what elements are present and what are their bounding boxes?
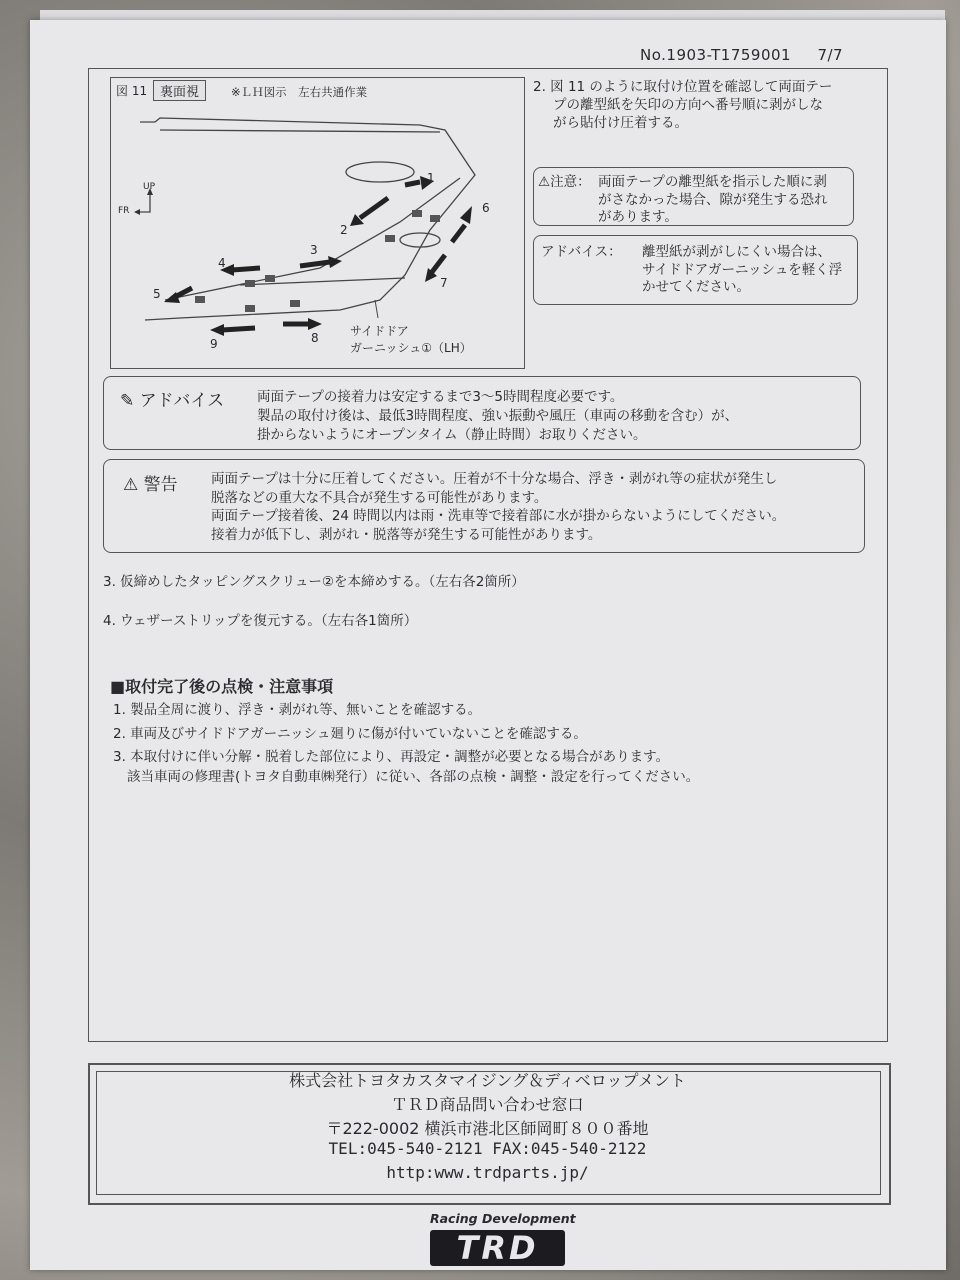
figure-note: ※ＬＨ図示 左右共通作業 [231, 85, 368, 99]
document-number: No.1903-T1759001 7/7 [640, 46, 844, 64]
website-url: http:www.trdparts.jp/ [386, 1163, 589, 1182]
part-label-line2: ガーニッシュ①（LH） [350, 341, 472, 355]
fr-label: FR [118, 206, 130, 216]
caution-text: 両面テープの離型紙を指示した順に剥 がさなかった場合、隙が発生する恐れ があります。 [598, 174, 828, 225]
inquiry-desk: ＴＲＤ商品問い合わせ窓口 [391, 1095, 584, 1114]
arrow-number-9: 9 [210, 337, 218, 351]
figure-view-tag: 裏面視 [153, 80, 206, 101]
company-address: 〒222-0002 横浜市港北区師岡町８００番地 [326, 1119, 649, 1138]
step-3-text: 3. 仮締めしたタッピングスクリュー②を本締めする。（左右各2箇所） [103, 574, 525, 590]
inspection-item-3-cont: 該当車両の修理書(トヨタ自動車㈱発行）に従い、各部の点検・調整・設定を行ってください。 [127, 769, 700, 785]
arrow-number-7: 7 [440, 276, 448, 290]
step-2-text: 2. 図 11 のように取付け位置を確認して両面テー プの離型紙を矢印の方向へ番号順に剥がしな がら貼付け圧着する。 [533, 79, 833, 131]
warning-label: ⚠ 警告 [123, 475, 178, 495]
advice-label: ✎ アドバイス [120, 391, 225, 411]
up-label: UP [143, 182, 156, 192]
trd-logo: TRD [430, 1230, 565, 1266]
advice-text: 両面テープの接着力は安定するまで3～5時間程度必要です。 製品の取付け後は、最低3時間程度、強い振動や風圧（車両の移動を含む）が、 掛からないようにオープンタイム（静止時間）お取りください。 [257, 389, 739, 443]
advice-icon: ✎ [120, 391, 135, 411]
arrow-number-1: 1 [427, 171, 435, 185]
advice-small-label: アドバイス： [541, 244, 622, 260]
inspection-item-1: 1. 製品全周に渡り、浮き・剥がれ等、無いことを確認する。 [113, 702, 482, 718]
arrow-number-6: 6 [482, 201, 490, 215]
caution-label: ⚠注意： [538, 174, 591, 190]
advice-small-text: 離型紙が剥がしにくい場合は、 サイドドアガーニッシュを軽く浮 かせてください。 [642, 244, 843, 295]
warning-text: 両面テープは十分に圧着してください。圧着が不十分な場合、浮き・剥がれ等の症状が発生し 脱落などの重大な不具合が発生する可能性があります。 両面テープ接着後、24 時間以内は雨・洗車等で接着部に水が掛からないようにしてください。 接着力が低下し、剥がれ・脱落等が発生する可能性があります。 [211, 471, 786, 543]
step-4-text: 4. ウェザーストリップを復元する。（左右各1箇所） [103, 613, 418, 629]
inspection-heading: ■取付完了後の点検・注意事項 [110, 677, 334, 696]
arrow-number-4: 4 [218, 256, 226, 270]
arrow-number-5: 5 [153, 287, 161, 301]
arrow-number-2: 2 [340, 223, 348, 237]
inspection-item-3: 3. 本取付けに伴い分解・脱着した部位により、再設定・調整が必要となる場合があります。 [113, 749, 670, 765]
logo-tagline: Racing Development [430, 1211, 576, 1226]
tel-fax: TEL:045-540-2121 FAX:045-540-2122 [328, 1139, 647, 1158]
part-label-line1: サイドドア [350, 324, 409, 338]
arrow-number-8: 8 [311, 331, 319, 345]
arrow-number-3: 3 [310, 243, 318, 257]
warning-triangle-icon: ⚠ [123, 475, 139, 495]
inspection-item-2: 2. 車両及びサイドドアガーニッシュ廻りに傷が付いていないことを確認する。 [113, 726, 587, 742]
figure-label: 図 11 [116, 84, 148, 98]
company-name: 株式会社トヨタカスタマイジング＆ディベロップメント [289, 1071, 686, 1090]
